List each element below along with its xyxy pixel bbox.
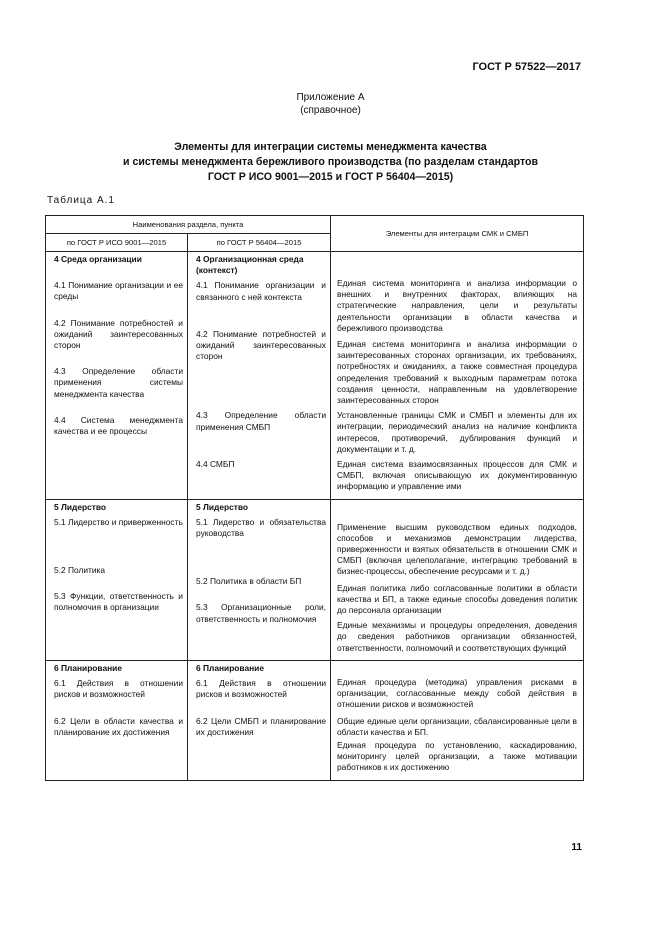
row-4-2-col2: 4.2 Понимание потребностей и ожиданий заинтересованных сторон <box>196 328 326 362</box>
row-6-2-col1: 6.2 Цели в области качества и планирование их достижения <box>54 715 183 737</box>
appendix-note: (справочное) <box>300 105 361 116</box>
row-5-3-col3: Единые механизмы и процедуры определения, доведения до сведения работников организации обязанностей, ответственности, полномочий и соответствующих функций <box>337 620 577 653</box>
row-5-3-col2: 5.3 Организационные роли, ответственность и полномочия <box>196 602 326 624</box>
header-group-cell: Наименования раздела, пункта <box>46 216 331 234</box>
row-5-2-col2: 5.2 Политика в области БП <box>196 576 302 587</box>
header-col1-cell: по ГОСТ Р ИСО 9001—2015 <box>46 234 188 252</box>
section-6-title-1: 6 Планирование <box>54 662 122 673</box>
table-label: Таблица А.1 <box>47 195 115 206</box>
section-4-cell-3 <box>331 252 584 500</box>
section-5-title-2: 5 Лидерство <box>196 501 249 512</box>
row-6-1-col2: 6.1 Действия в отношении рисков и возможностей <box>196 678 326 700</box>
row-4-4-col2: 4.4 СМБП <box>196 458 235 469</box>
section-6-cell-3 <box>331 660 584 780</box>
header-col3-cell: Элементы для интеграции СМК и СМБП <box>331 216 584 252</box>
table-header-row <box>46 216 584 234</box>
row-4-1-col1: 4.1 Понимание организации и ее среды <box>54 280 183 302</box>
standard-code: ГОСТ Р 57522—2017 <box>472 61 581 73</box>
row-4-2-col1: 4.2 Понимание потребностей и ожиданий заинтересованных сторон <box>54 317 183 351</box>
row-4-1-col3: Единая система мониторинга и анализа информации о внешних и внутренних факторах, влияющих на стратегические направления, цели и результаты деятельности организации в области качества и бережливого производства <box>337 278 577 333</box>
doc-heading-line-1: Элементы для интеграции системы менеджмента качества <box>174 141 487 153</box>
row-6-1-col1: 6.1 Действия в отношении рисков и возможностей <box>54 678 183 700</box>
row-5-1-col1: 5.1 Лидерство и приверженность <box>54 516 183 527</box>
row-5-1-col3: Применение высшим руководством единых подходов, способов и механизмов демонстрации лидерства, приверженности и взятых обязательств в отношении СМК и СМБП (включая целеполагание, интеграцию требований в бизнес-процессы, обеспечение ресурсами и т. д.) <box>337 521 577 577</box>
table-row <box>46 499 584 660</box>
section-5-cell-2 <box>188 499 331 660</box>
section-4-cell-2 <box>188 252 331 500</box>
row-4-3-col1: 4.3 Определение области применения системы менеджмента качества <box>54 366 183 399</box>
row-6-2-col3-a: Общие единые цели организации, сбалансированные цели в области качества и БП. <box>337 715 577 737</box>
section-6-cell-1 <box>46 660 188 780</box>
table-row <box>46 252 584 500</box>
section-6-cell-2 <box>188 660 331 780</box>
row-4-3-col2: 4.3 Определение области применения СМБП <box>196 410 326 432</box>
row-4-2-col3: Единая система мониторинга и анализа информации о заинтересованных сторонах организации, их требованиях, потребностях и ожиданиях, а также совместная процедура определения требований к выходным параметрам потока создания ценности, направленным на удовлетворение заинтересованных сторон <box>337 339 577 406</box>
header-col2-cell: по ГОСТ Р 56404—2015 <box>188 234 331 252</box>
section-5-cell-1 <box>46 499 188 660</box>
integration-table <box>45 215 584 781</box>
section-6-title-2: 6 Планирование <box>196 662 264 673</box>
row-6-2-col3-b: Единая процедура по установлению, каскадированию, мониторингу целей организации, а также мотивации работников к их достижению <box>337 739 577 773</box>
row-5-1-col2: 5.1 Лидерство и обязательства руководства <box>196 516 326 539</box>
row-5-3-col1: 5.3 Функции, ответственность и полномочия в организации <box>54 591 183 613</box>
row-5-2-col3: Единая политика либо согласованные политики в области качества и БП, а также единые способы доведения политик до персонала организации <box>337 582 577 616</box>
row-4-1-col2: 4.1 Понимание организации и связанного с ней контекста <box>196 280 326 302</box>
row-4-4-col1: 4.4 Система менеджмента качества и ее процессы <box>54 414 183 437</box>
row-5-2-col1: 5.2 Политика <box>54 565 106 576</box>
row-6-2-col2: 6.2 Цели СМБП и планирование их достижения <box>196 715 326 737</box>
row-6-1-col3: Единая процедура (методика) управления рисками в организации, согласованные между собой действия в отношении рисков и возможностей <box>337 676 577 710</box>
section-4-cell-1 <box>46 252 188 500</box>
section-5-cell-3 <box>331 499 584 660</box>
row-4-4-col3: Единая система взаимосвязанных процессов для СМК и СМБП, включая описывающую их документированную информацию и управление ими <box>337 459 577 492</box>
appendix-title: Приложение А <box>296 92 365 103</box>
section-4-title-2: 4 Организационная среда (контекст) <box>196 254 304 276</box>
section-5-title-1: 5 Лидерство <box>54 501 107 512</box>
row-4-3-col3: Установленные границы СМК и СМБП и элементы для их интеграции, периодический анализ на наличие конфликта интересов, противоречий, дублирования функций и документации и т. д. <box>337 410 577 454</box>
doc-heading-line-2: и системы менеджмента бережливого производства (по разделам стандартов <box>122 156 539 168</box>
section-4-title-1: 4 Среда организации <box>54 254 142 264</box>
table-row <box>46 660 584 780</box>
doc-heading-line-3: ГОСТ Р ИСО 9001—2015 и ГОСТ Р 56404—2015) <box>207 171 454 183</box>
page-number: 11 <box>571 842 582 853</box>
